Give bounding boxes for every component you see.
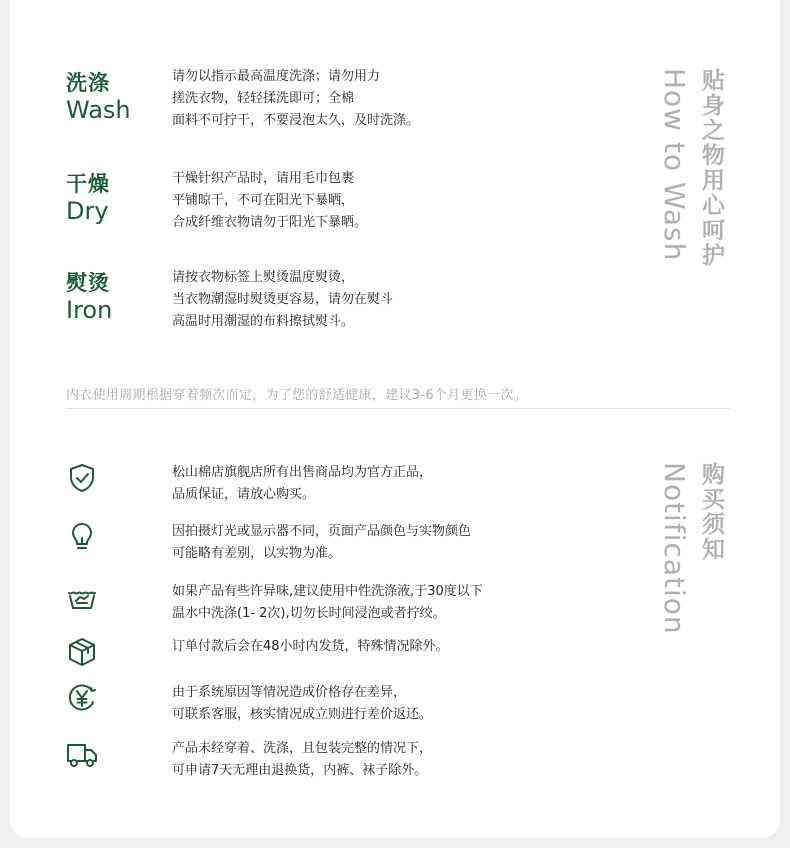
notice-text: 由于系统原因等情况造成价格存在差异， 可联系客服，核实情况成立则进行差价返还。: [172, 685, 433, 722]
iron-title-cn: 熨烫: [66, 271, 110, 295]
wash-heading: [66, 70, 131, 124]
dry-title-en: Dry: [66, 197, 109, 225]
notice-side-title-cn: 购买须知: [698, 462, 724, 562]
notice-text: 订单付款后会在48小时内发货，特殊情况除外。: [172, 639, 449, 654]
care-instructions-card: [10, 0, 780, 838]
lightbulb-icon: [66, 521, 98, 553]
notice-text: 松山棉店旗舰店所有出售商品均为官方正品， 品质保证，请放心购买。: [172, 465, 433, 502]
wash-instructions: 请勿以指示最高温度洗涤；请勿用力 搓洗衣物，轻轻揉洗即可；全棉 面料不可拧干，不要浸泡太久，及时洗涤。: [172, 69, 420, 128]
wash-title-en: Wash: [66, 96, 131, 124]
dry-instructions: 干燥针织产品时，请用毛巾包裹 平铺晾干，不可在阳光下暴晒， 合成纤维衣物请勿于阳光下暴晒。: [172, 171, 368, 230]
wash-title-cn: 洗涤: [66, 71, 110, 95]
iron-instructions: 请按衣物标签上熨烫温度熨烫， 当衣物潮湿时熨烫更容易，请勿在熨斗 高温时用潮湿的布料擦拭熨斗。: [172, 270, 394, 329]
side-title-en: How to Wash: [658, 68, 691, 262]
notice-text: 产品未经穿着、洗涤，且包装完整的情况下， 可申请7天无理由退换货，内裤、袜子除外。: [172, 741, 433, 778]
dry-title-cn: 干燥: [66, 172, 110, 196]
notice-side-title-en: Notification: [658, 462, 691, 635]
notice-text: 如果产品有些许异味,建议使用中性洗涤液,于30度以下 温水中洗涤(1- 2次),切勿长时间浸泡或者拧绞。: [172, 584, 483, 621]
section-divider: [66, 408, 730, 409]
yen-icon: [66, 682, 98, 714]
package-icon: [66, 636, 98, 668]
iron-heading: [66, 270, 112, 324]
truck-icon: [66, 738, 98, 770]
shield-check-icon: [66, 462, 98, 494]
dry-heading: [66, 171, 110, 225]
hand-wash-icon: [66, 581, 98, 613]
side-title-cn: 贴身之物用心呵护: [698, 68, 724, 268]
usage-cycle-note: 内衣使用周期根据穿着频次而定，为了您的舒适健康，建议3-6个月更换一次。: [66, 388, 528, 403]
notice-text: 因拍摄灯光或显示器不同，页面产品颜色与实物颜色 可能略有差别，以实物为准。: [172, 524, 472, 561]
iron-title-en: Iron: [66, 296, 113, 324]
